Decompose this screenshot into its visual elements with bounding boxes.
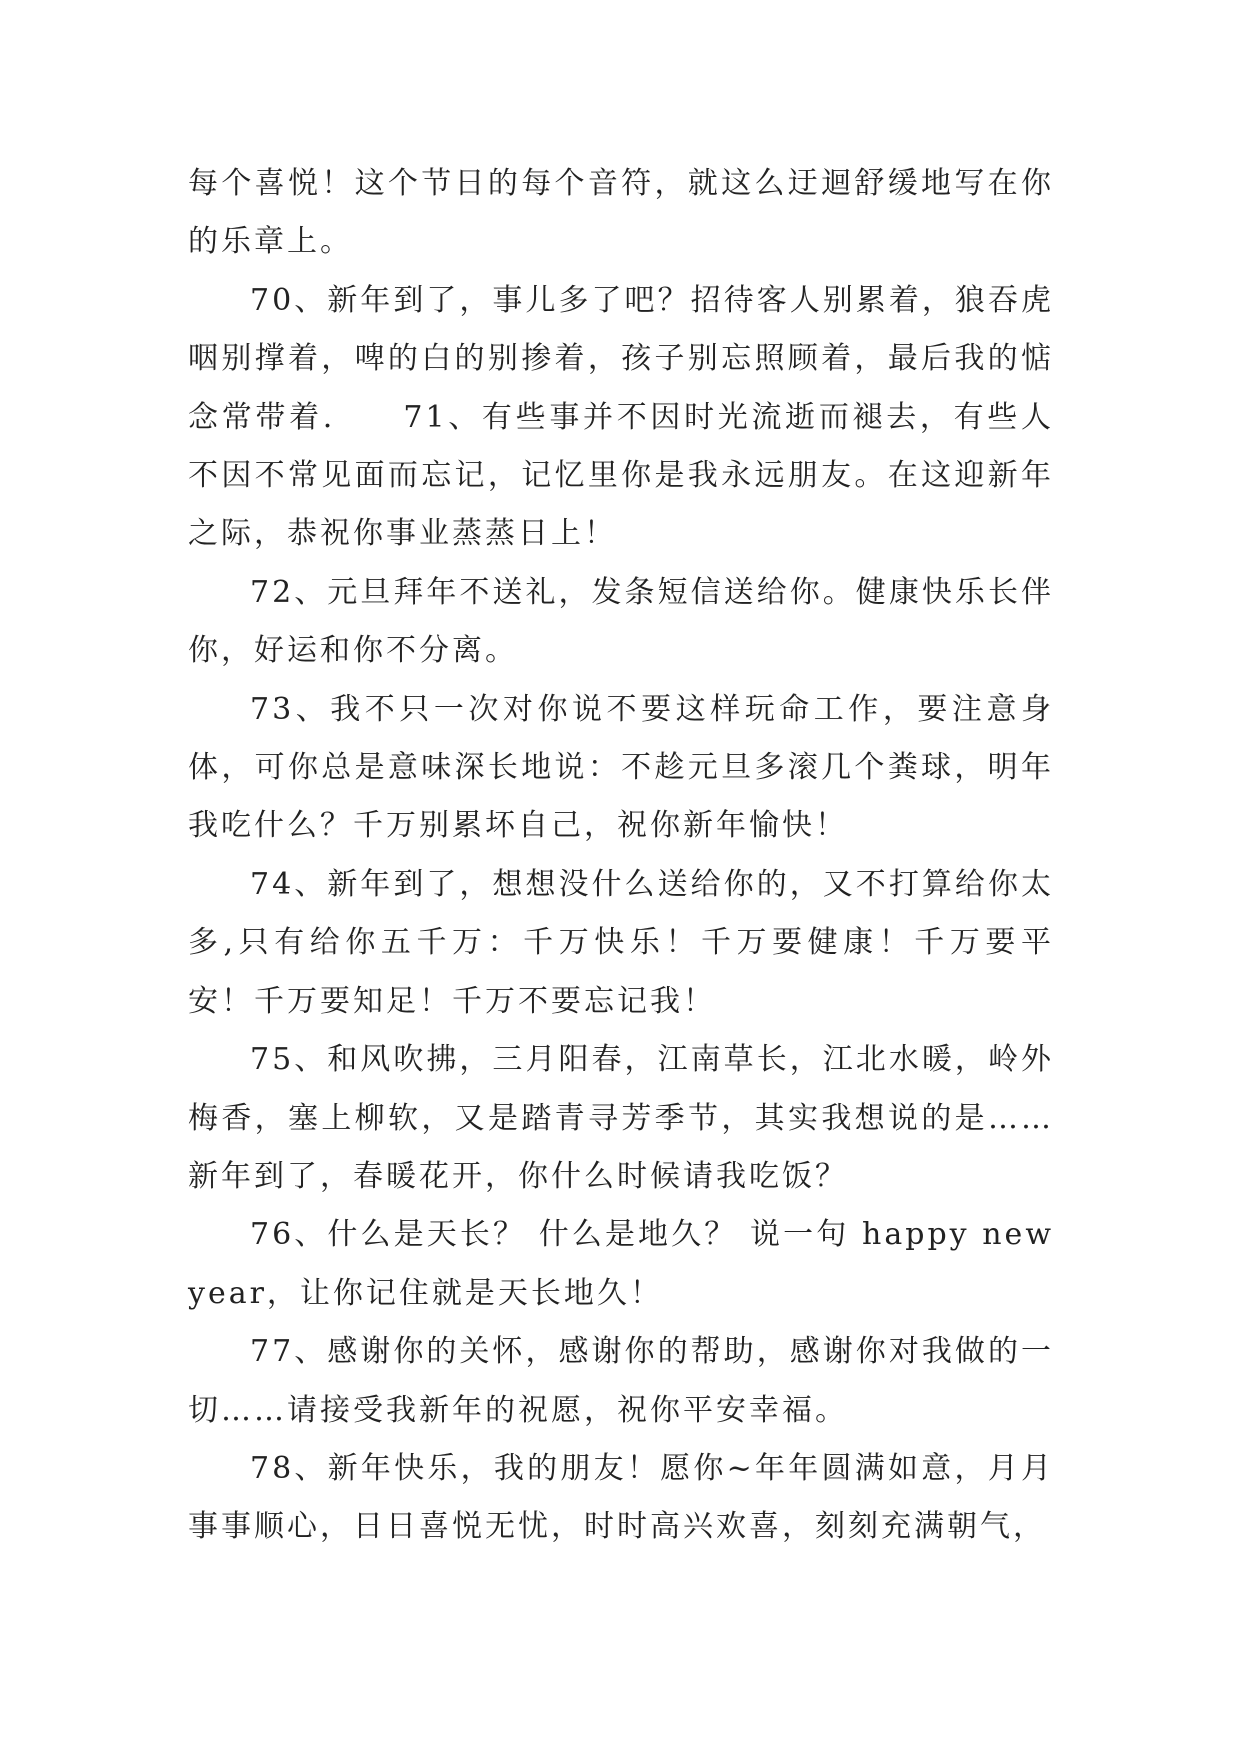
paragraph-73: 73、我不只一次对你说不要这样玩命工作，要注意身体，可你总是意味深长地说：不趁元旦多滚几个粪球，明年我吃什么？千万别累坏自己，祝你新年愉快！ — [188, 691, 1054, 844]
document-body — [188, 155, 1054, 1557]
paragraph-78: 78、新年快乐，我的朋友！愿你~年年圆满如意，月月事事顺心，日日喜悦无忧，时时高兴欢喜，刻刻充满朝气， — [188, 1450, 1054, 1545]
paragraph-76: 76、什么是天长？ 什么是地久？ 说一句 happy new year，让你记住就是天长地久！ — [188, 1217, 1054, 1311]
paragraph-72: 72、元旦拜年不送礼，发条短信送给你。健康快乐长伴你，好运和你不分离。 — [188, 574, 1054, 669]
paragraph-74: 74、新年到了，想想没什么送给你的，又不打算给你太多,只有给你五千万：千万快乐！千万要健康！千万要平安！千万要知足！千万不要忘记我！ — [188, 866, 1054, 1019]
paragraph-70-71: 70、新年到了，事儿多了吧？招待客人别累着，狼吞虎咽别撑着，啤的白的别掺着，孩子别忘照顾着，最后我的惦念常带着. 71、有些事并不因时光流逝而褪去，有些人不因不常见面而忘记，记忆里你是我永远朋友。在这迎新年之际，恭祝你事业蒸蒸日上！ — [188, 282, 1054, 552]
paragraph-77: 77、感谢你的关怀，感谢你的帮助，感谢你对我做的一切……请接受我新年的祝愿，祝你平安幸福。 — [188, 1334, 1054, 1428]
paragraph-continued: 每个喜悦！这个节日的每个音符，就这么迂迴舒缓地写在你的乐章上。 — [188, 166, 1054, 260]
paragraph-75: 75、和风吹拂，三月阳春，江南草长，江北水暖，岭外梅香，塞上柳软，又是踏青寻芳季节，其实我想说的是……新年到了，春暖花开，你什么时候请我吃饭？ — [188, 1042, 1054, 1194]
